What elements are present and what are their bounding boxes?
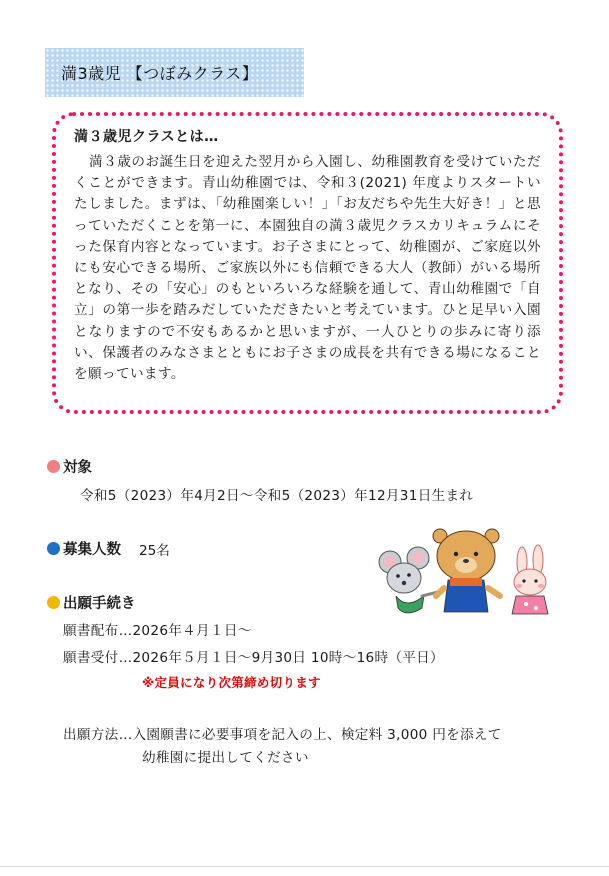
target-heading: 対象 — [63, 460, 92, 476]
bullet-dot-icon — [47, 542, 60, 555]
method-text-line2: 幼稚園に提出してください — [142, 750, 309, 766]
intro-body: 満３歳のお誕生日を迎えた翌月から入園し、幼稚園教育を受けていただくことができます。青山幼稚園では、令和３(2021) 年度よりスタートいたしました。まずは、「幼稚園楽しい！」「お友だちや先生大好き！」と思っていただくことを第一に、本園独自の満３歳児クラスカリキュラムにそった保育内容となっています。お子さまにとって、幼稚園が、ご家庭以外にも安心できる場所、ご家族以外にも信頼できる大人（教師）がいる場所となり、その「安心」のもといろいろな経験を通して、青山幼稚園で「自立」の第一歩を踏みだしていただきたいと考えています。ひと足早い入園となりますので不安もあるかと思いますが、一人ひとりの歩みに寄り添い、保護者のみなさまとともにお子さまの成長を共有できる場になることを願っています。 — [74, 154, 541, 383]
intro-heading: 満３歳児クラスとは… — [74, 129, 219, 145]
application-section — [47, 592, 136, 613]
animal-friends-illustration — [378, 526, 556, 620]
target-text: 令和5（2023）年4月2日～令和5（2023）年12月31日生まれ — [80, 488, 474, 504]
capacity-heading: 募集人数 — [63, 542, 121, 558]
distribution-text: 願書配布…2026年４月１日～ — [63, 623, 252, 639]
method-text-line1: 出願方法…入園願書に必要事項を記入の上、検定料 3,000 円を添えて — [63, 727, 502, 743]
mouse-icon — [379, 547, 438, 613]
capacity-section — [47, 538, 170, 559]
acceptance-text: 願書受付…2026年５月１日～9月30日 10時～16時（平日） — [63, 650, 444, 666]
rabbit-icon — [512, 545, 548, 614]
intro-box — [52, 112, 563, 414]
capacity-value: 25名 — [139, 542, 170, 559]
section-title: 満3歳児 【つぼみクラス】 — [61, 64, 259, 83]
bear-icon — [433, 529, 500, 612]
target-section — [47, 456, 92, 477]
bullet-dot-icon — [47, 596, 60, 609]
application-heading: 出願手続き — [63, 596, 136, 612]
section-title-banner — [45, 48, 304, 97]
deadline-note: ※定員になり次第締め切ります — [142, 675, 321, 690]
bullet-dot-icon — [47, 460, 60, 473]
page-bottom-divider — [0, 866, 609, 867]
